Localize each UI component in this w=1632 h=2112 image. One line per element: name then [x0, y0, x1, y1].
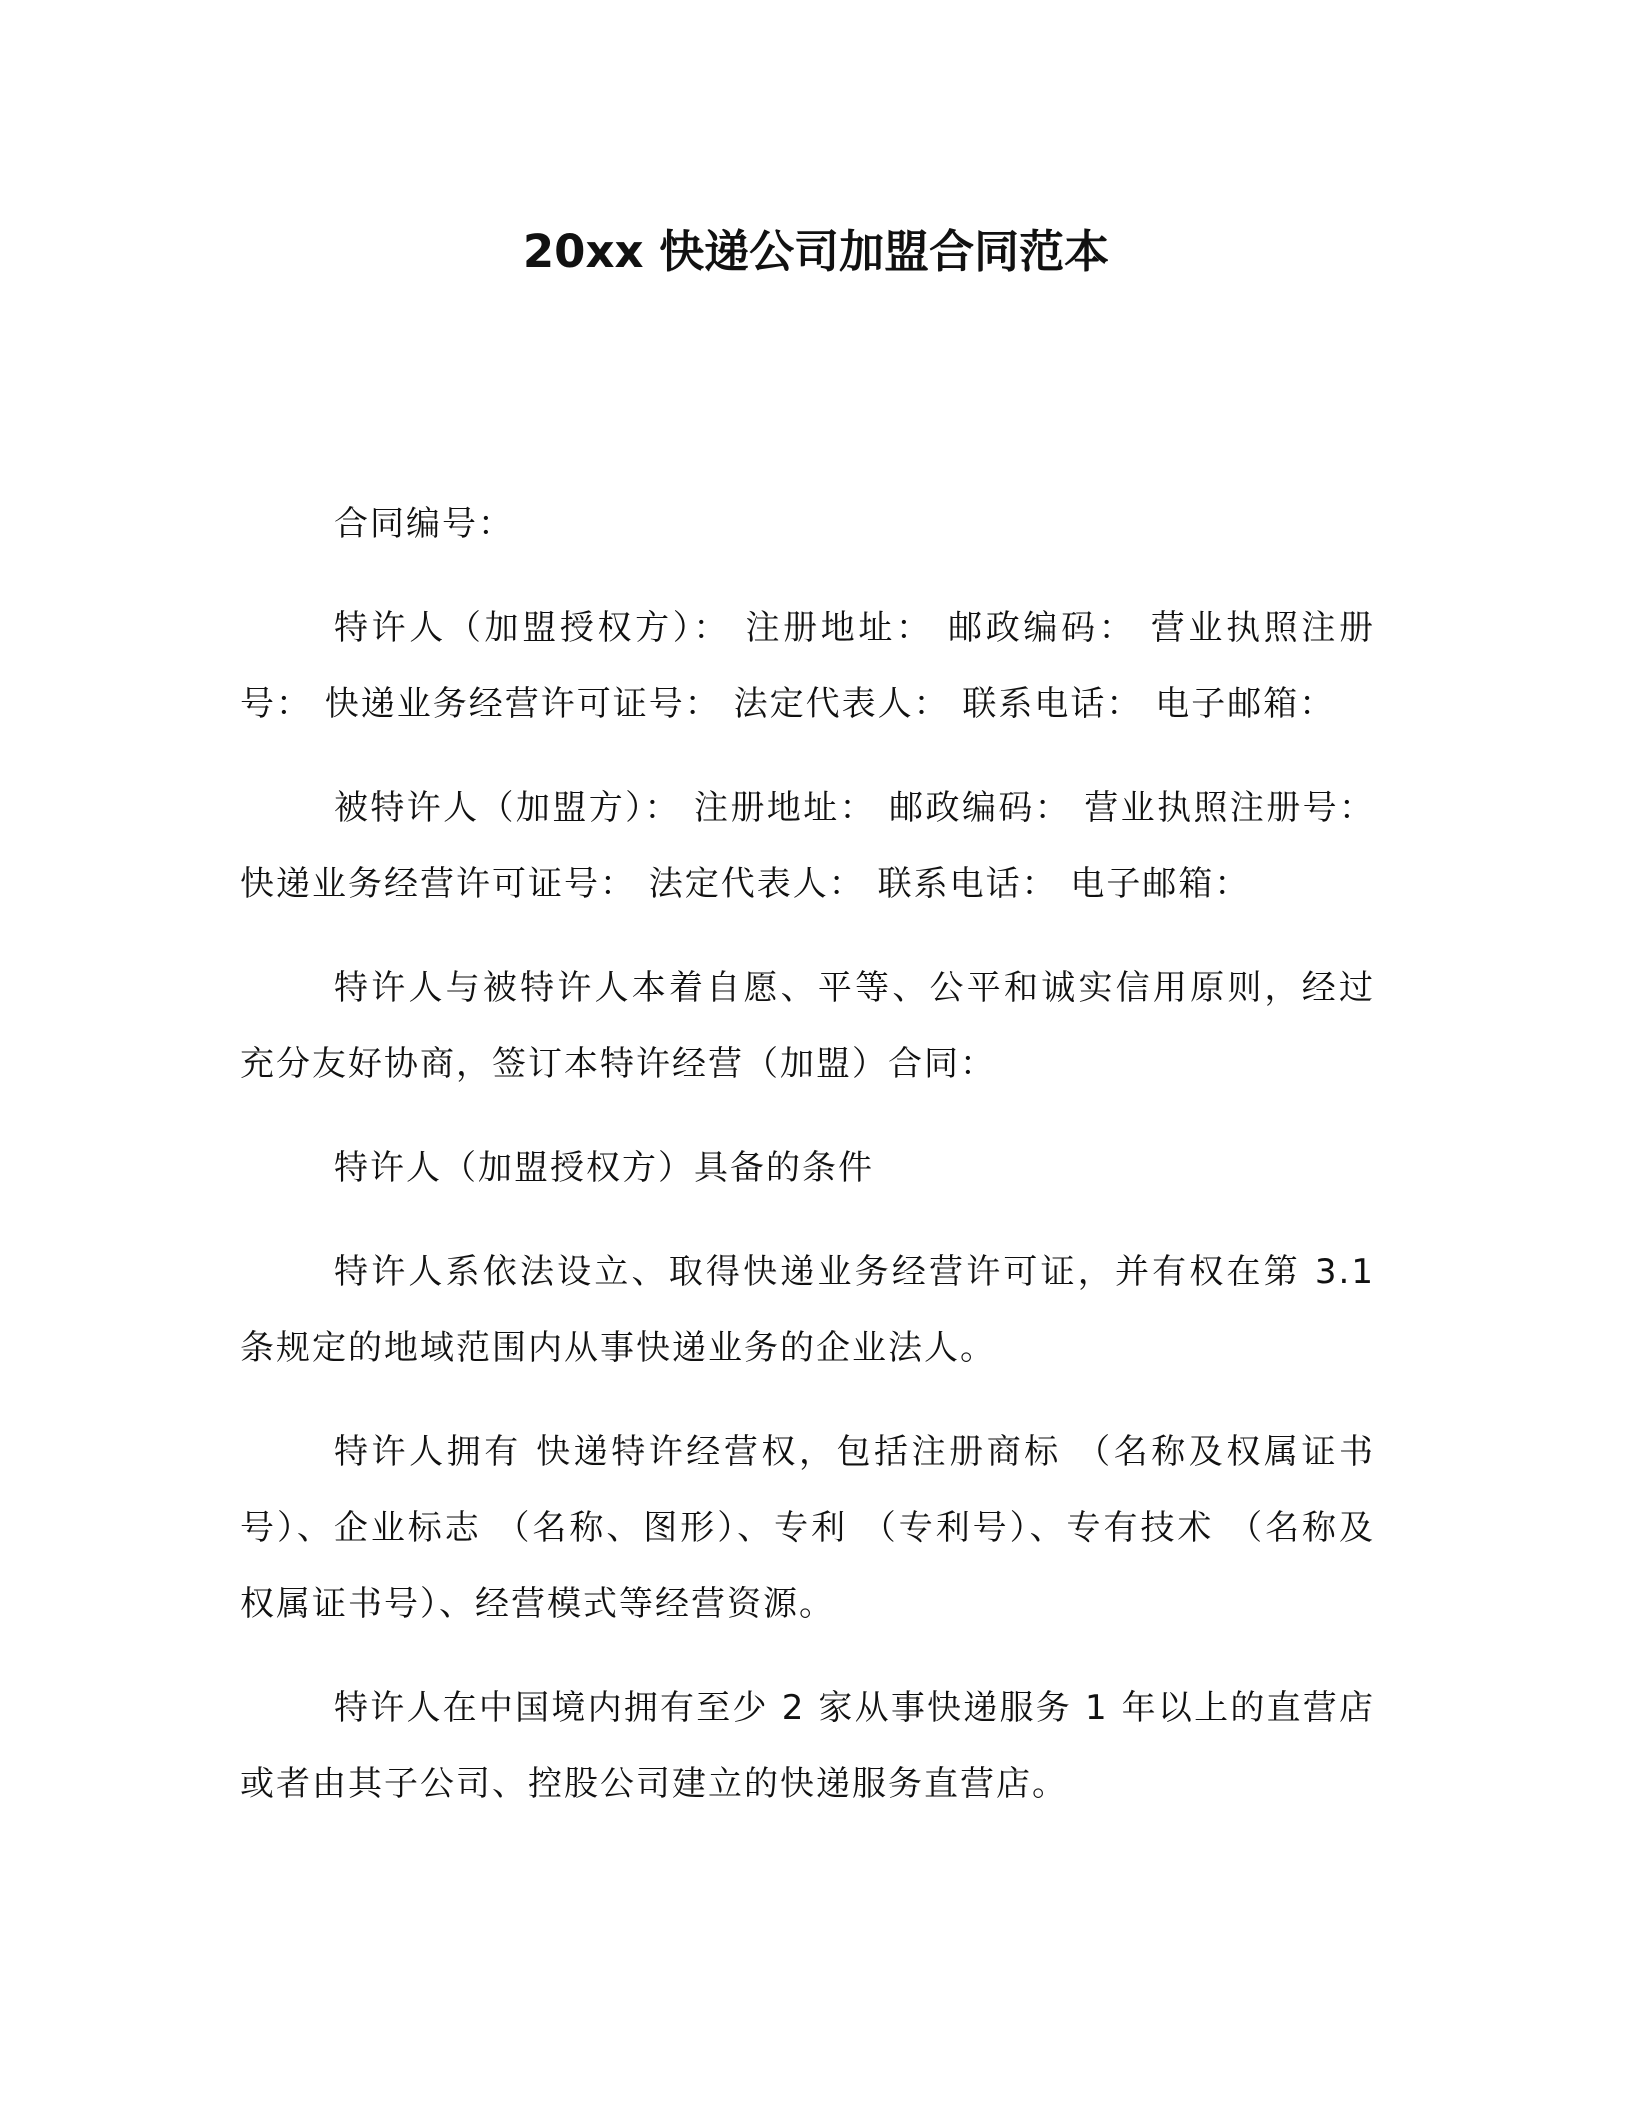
franchisor-info-paragraph: 特许人（加盟授权方）： 注册地址： 邮政编码： 营业执照注册号： 快递业务经营许可证号： 法定代表人： 联系电话： 电子邮箱：	[240, 608, 1375, 724]
principles-paragraph: 特许人与被特许人本着自愿、平等、公平和诚实信用原则，经过充分友好协商，签订本特许经营（加盟）合同：	[240, 968, 1375, 1084]
document-body	[240, 486, 1375, 1850]
condition-paragraph-3: 特许人在中国境内拥有至少 2 家从事快递服务 1 年以上的直营店或者由其子公司、控股公司建立的快递服务直营店。	[240, 1688, 1375, 1804]
condition-paragraph-1: 特许人系依法设立、取得快递业务经营许可证，并有权在第 3.1 条规定的地域范围内从事快递业务的企业法人。	[240, 1252, 1375, 1368]
condition-paragraph-2: 特许人拥有 快递特许经营权，包括注册商标 （名称及权属证书号）、企业标志 （名称、图形）、专利 （专利号）、专有技术 （名称及权属证书号）、经营模式等经营资源。	[240, 1432, 1375, 1624]
franchisee-info-paragraph: 被特许人（加盟方）： 注册地址： 邮政编码： 营业执照注册号：快递业务经营许可证号： 法定代表人： 联系电话： 电子邮箱：	[240, 788, 1375, 904]
document-title: 20xx 快递公司加盟合同范本	[522, 225, 1110, 278]
contract-number-line: 合同编号：	[334, 504, 514, 544]
section-heading-conditions: 特许人（加盟授权方）具备的条件	[334, 1148, 874, 1188]
